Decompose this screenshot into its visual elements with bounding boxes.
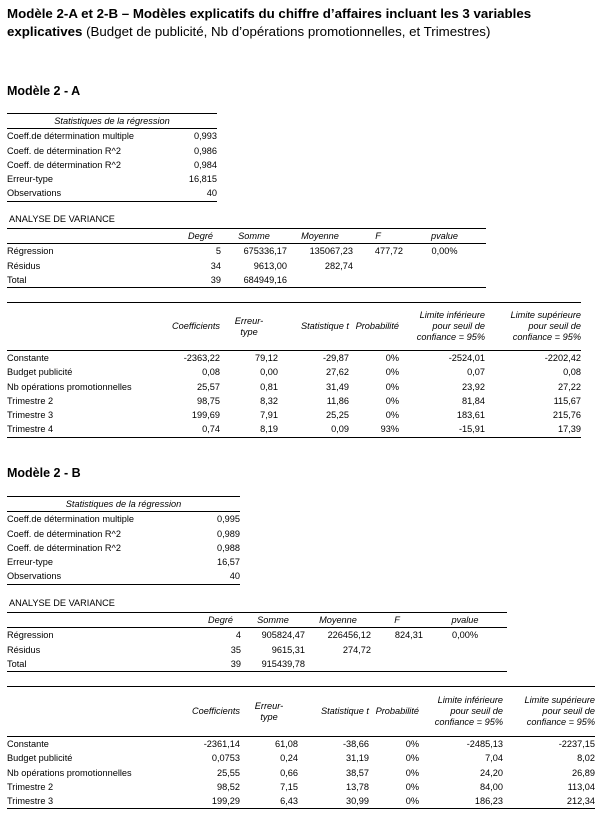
stats-row: Erreur-type 16,57	[7, 557, 240, 568]
document-heading	[7, 5, 597, 41]
coef-row: Nb opérations promotionnelles 25,57 0,81 31,49 0% 23,92 27,22	[7, 381, 581, 392]
stats-header: Statistiques de la régression	[7, 497, 240, 512]
coef-row: Trimestre 2 98,52 7,15 13,78 0% 84,00 113,04	[7, 781, 595, 792]
anova-row: Régression 5 675336,17 135067,23 477,72 0,00%	[7, 246, 458, 257]
model-a-title: Modèle 2 - A	[7, 84, 81, 98]
anova-row: Résidus 34 9613,00 282,74	[7, 260, 353, 271]
stats-header: Statistiques de la régression	[7, 114, 217, 129]
stats-row: Observations 40	[7, 186, 217, 201]
stats-row: Coeff.de détermination multiple 0,993	[7, 131, 217, 142]
stats-row: Coeff. de détermination R^2 0,989	[7, 528, 240, 539]
model-b-anova-table: Degré Somme Moyenne F pvalue Régression 4 905824,47 226456,12 824,31 0,00% Résidus 35 9615,31 274,72 Total 39 915439,78	[7, 612, 507, 672]
model-a-anova-title: ANALYSE DE VARIANCE	[9, 214, 115, 224]
model-a-stats-table	[7, 113, 217, 202]
heading-bold: Modèle 2-A et 2-B – Modèles explicatifs du chiffre d’affaires incluant les 3 variables explicatives	[7, 6, 532, 39]
model-a-coef-table: Coefficients Erreur-type Statistique t Probabilité Limite inférieure pour seuil de confiance = 95% Limite supérieure pour seuil de confiance = 95% Constante -2363,22 79,12 -29,87 0% -2524,01 -2202,42 Budget publicité 0,08 0,00 27,62 0% 0,07 0,08 Nb opérations promotionnelles 25,57 0,81 31,49 0% 23,92 27,22 Trimestre 2 98,75 8,32 11,86 0% 81,84 115,67 Trimestre 3 199,69 7,91 25,25 0% 183,61 215,76 Trimestre 4 0,74 8,19 0,09 93% -15,91 17,39	[7, 302, 581, 438]
coef-row: Trimestre 3 199,69 7,91 25,25 0% 183,61 215,76	[7, 410, 581, 421]
coef-row: Trimestre 2 98,75 8,32 11,86 0% 81,84 115,67	[7, 395, 581, 406]
stats-row: Observations 40	[7, 569, 240, 584]
model-b-stats-table	[7, 496, 240, 585]
coef-row: Constante -2361,14 61,08 -38,66 0% -2485,13 -2237,15	[7, 739, 595, 749]
model-b-title: Modèle 2 - B	[7, 466, 81, 480]
model-a-anova-table: Degré Somme Moyenne F pvalue Régression 5 675336,17 135067,23 477,72 0,00% Résidus 34 9613,00 282,74 Total 39 684949,16	[7, 228, 486, 288]
model-b-coef-table: Coefficients Erreur-type Statistique t Probabilité Limite inférieure pour seuil de confiance = 95% Limite supérieure pour seuil de confiance = 95% Constante -2361,14 61,08 -38,66 0% -2485,13 -2237,15 Budget publicité 0,0753 0,24 31,19 0% 7,04 8,02 Nb opérations promotionnelles 25,55 0,66 38,57 0% 24,20 26,89 Trimestre 2 98,52 7,15 13,78 0% 84,00 113,04 Trimestre 3 199,29 6,43 30,99 0% 186,23 212,34	[7, 686, 595, 809]
coef-row: Trimestre 4 0,74 8,19 0,09 93% -15,91 17,39	[7, 422, 581, 437]
coef-row: Budget publicité 0,0753 0,24 31,19 0% 7,04 8,02	[7, 753, 595, 764]
anova-row: Total 39 915439,78	[7, 657, 507, 672]
model-b-anova-title: ANALYSE DE VARIANCE	[9, 598, 115, 608]
stats-row: Coeff. de détermination R^2 0,988	[7, 542, 240, 553]
stats-row: Coeff. de détermination R^2 0,984	[7, 159, 217, 170]
coef-row: Constante -2363,22 79,12 -29,87 0% -2524,01 -2202,42	[7, 353, 581, 363]
coef-row: Trimestre 3 199,29 6,43 30,99 0% 186,23 212,34	[7, 794, 595, 809]
stats-row: Coeff. de détermination R^2 0,986	[7, 145, 217, 156]
anova-row: Total 39 684949,16	[7, 273, 486, 288]
stats-row: Coeff.de détermination multiple 0,995	[7, 514, 240, 525]
stats-row: Erreur-type 16,815	[7, 174, 217, 185]
coef-row: Budget publicité 0,08 0,00 27,62 0% 0,07 0,08	[7, 367, 581, 378]
anova-row: Régression 4 905824,47 226456,12 824,31 0,00%	[7, 630, 479, 641]
anova-row: Résidus 35 9615,31 274,72	[7, 644, 371, 655]
heading-normal: (Budget de publicité, Nb d’opérations promotionnelles, et Trimestres)	[82, 24, 491, 39]
coef-row: Nb opérations promotionnelles 25,55 0,66 38,57 0% 24,20 26,89	[7, 767, 595, 778]
